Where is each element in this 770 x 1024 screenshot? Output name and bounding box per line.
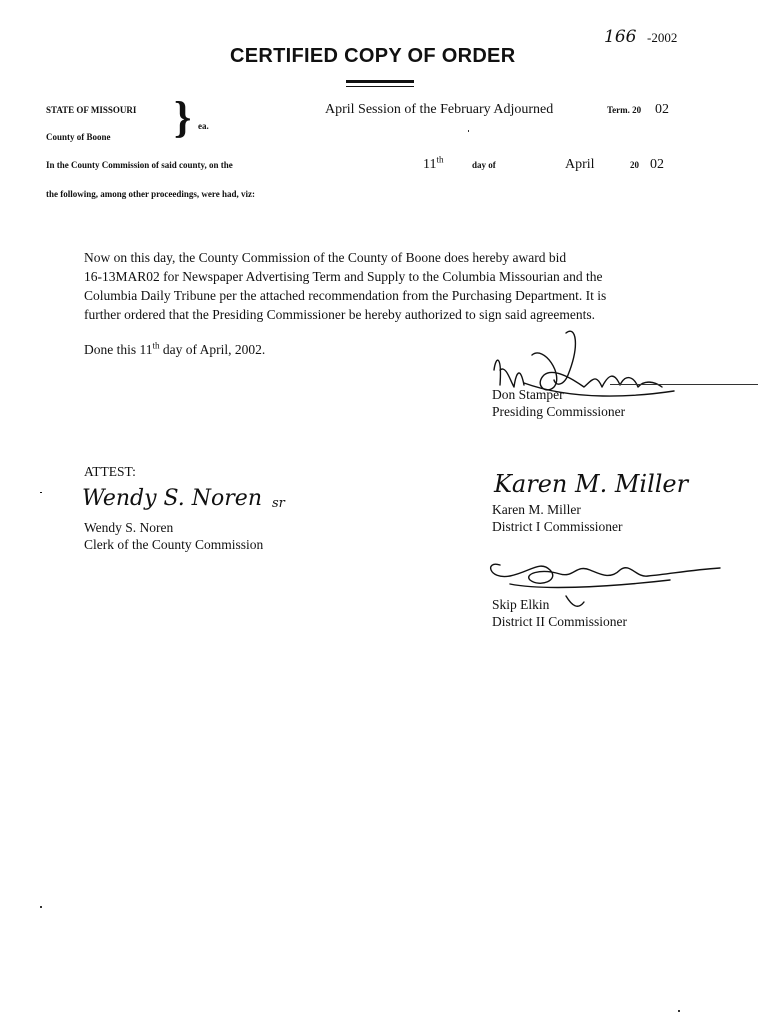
- day-number: 11th: [423, 154, 444, 172]
- order-line: Now on this day, the County Commission of the County of Boone does hereby award bid: [84, 250, 567, 265]
- elkin-title: District II Commissioner: [492, 614, 627, 629]
- noren-initials: sr: [272, 496, 285, 511]
- order-line: 16-13MAR02 for Newspaper Advertising Term and Supply to the Columbia Missourian and the: [84, 269, 603, 284]
- page-title: CERTIFIED COPY OF ORDER: [230, 45, 516, 67]
- month-value: April: [565, 157, 595, 172]
- following-label: the following, among other proceedings, were had, viz:: [46, 189, 255, 199]
- stamper-title: Presiding Commissioner: [492, 404, 626, 419]
- order-paragraph: [84, 248, 606, 324]
- noren-name: Wendy S. Noren: [84, 520, 174, 535]
- term-value: 02: [655, 102, 669, 117]
- attest-label: ATTEST:: [84, 464, 136, 479]
- title-rule: [346, 80, 414, 83]
- ea-label: ea.: [198, 121, 209, 131]
- session-text: April Session of the February Adjourned: [325, 102, 554, 117]
- miller-title: District I Commissioner: [492, 519, 623, 534]
- noren-title: Clerk of the County Commission: [84, 537, 264, 552]
- title-rule-thin: [346, 86, 414, 87]
- county-label: County of Boone: [46, 132, 111, 142]
- term-label: Term. 20: [607, 105, 642, 115]
- elkin-name: Skip Elkin: [492, 597, 550, 612]
- order-line: Columbia Daily Tribune per the attached recommendation from the Purchasing Department. It is: [84, 288, 607, 303]
- brace-glyph: }: [174, 93, 192, 142]
- year-value: 02: [650, 157, 664, 172]
- stamper-sign-line: [610, 384, 758, 385]
- noren-signature: Wendy S. Noren: [82, 486, 262, 511]
- state-label: STATE OF MISSOURI: [46, 105, 137, 115]
- order-line: further ordered that the Presiding Commissioner be hereby authorized to sign said agreements.: [84, 307, 595, 322]
- doc-year-number: -2002: [647, 30, 678, 45]
- scan-speck: [678, 1010, 680, 1012]
- year-label: 20: [630, 160, 639, 170]
- margin-mark: [40, 492, 42, 493]
- scan-speck: [468, 130, 469, 132]
- miller-name: Karen M. Miller: [492, 502, 581, 517]
- scan-speck: [40, 906, 42, 908]
- done-line: Done this 11th day of April, 2002.: [84, 340, 266, 357]
- miller-signature: Karen M. Miller: [494, 470, 689, 498]
- day-of-label: day of: [472, 160, 496, 170]
- handwritten-doc-number: 166: [604, 27, 637, 47]
- stamper-name: Don Stamper: [492, 387, 564, 402]
- in-the-label: In the County Commission of said county, on the: [46, 160, 233, 170]
